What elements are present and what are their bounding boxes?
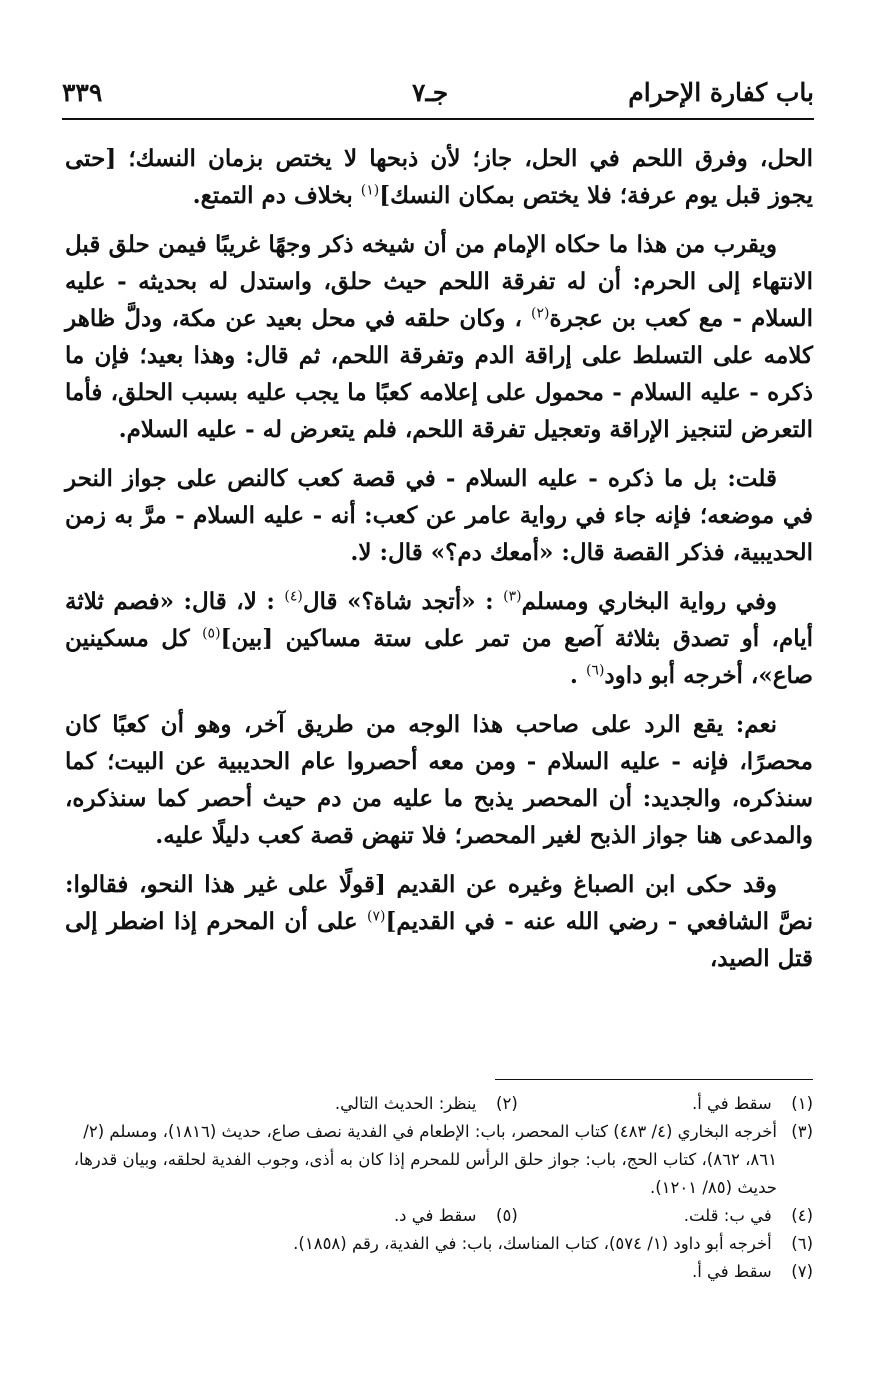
footnote-text: سقط في أ. [691,1094,772,1113]
footnote-number: (٣) [791,1122,813,1141]
text-segment: : لا، قال: «فصم ثلاثة أيام، أو تصدق بثلاثة آصع من تمر على ستة مساكين [بين] [65,588,813,652]
paragraph-body [65,866,813,977]
footnote-number: (٥) [496,1206,518,1225]
footnote-text: سقط في أ. [691,1262,772,1281]
paragraph-p4 [65,583,813,694]
footnote-row [65,1202,813,1230]
footnote-4 [523,1202,813,1230]
text-segment: وفي رواية البخاري ومسلم [521,588,777,615]
footnote-number: (٢) [496,1094,518,1113]
text-segment: نعم: يقع الرد على صاحب هذا الوجه من طريق آخر، وهو أن كعبًا كان محصرًا، فإنه - عليه السلام - ومن معه أحصروا عام الحديبية عن البيت؛ كما سنذكره، والجديد: أن المحصر يذبح ما عليه من دم حيث أحصر كما سنذكره، والمدعى هنا جواز الذبح لغير المحصر؛ فلا تنهض قصة كعب دليلًا عليه. [65,711,813,849]
paragraph-body [65,460,813,571]
footnote-5 [228,1202,518,1230]
text-segment: : «أتجد شاة؟» قال [302,588,504,615]
footnote-2 [228,1090,518,1118]
footnote-marker: (٥) [202,625,221,642]
text-segment: كل مسكينين صاع»، أخرجه أبو داود [65,625,813,689]
footnote-number: (٦) [791,1234,813,1253]
footnote-text: أخرجه البخاري (٤/ ٤٨٣) كتاب المحصر، باب: الإطعام في الفدية نصف صاع، حديث (١٨١٦)، ومسلم (٢/ ٨٦١، ٨٦٢)، كتاب الحج، باب: جواز حلق الرأس للمحرم إذا كان به أذى، وجوب الفدية لحلقه، وبيان قدرها، حديث (٨٥/ ١٢٠١). [73,1122,777,1197]
footnote-marker: (١) [360,182,380,199]
page-number: ٣٣٩ [62,78,103,107]
text-segment: بخلاف دم التمتع. [192,182,361,209]
footnote-number: (٤) [791,1206,813,1225]
paragraph-p5 [65,706,813,854]
paragraph-body [65,140,813,214]
footnote-marker: (٤) [284,588,303,605]
footnote-marker: (٣) [503,588,522,605]
text-segment: وقد حكى ابن الصباغ وغيره عن القديم [قولًا على غير هذا النحو، فقالوا: نصَّ الشافعي - رضي الله عنه - في القديم] [65,871,813,935]
text-segment: على أن المحرم إذا اضطر إلى قتل الصيد، [65,908,813,972]
paragraph-p2 [65,226,813,448]
footnote-7 [65,1258,813,1286]
footnote-row [65,1090,813,1118]
paragraph-p1 [65,140,813,214]
paragraph-body [65,226,813,448]
text-segment: . [569,662,586,689]
paragraph-body [65,583,813,694]
footnote-6 [65,1230,813,1258]
paragraph-body [65,706,813,854]
footnote-text: ينظر: الحديث التالي. [334,1094,477,1113]
footnote-3 [65,1118,813,1202]
chapter-title: باب كفارة الإحرام [628,78,814,107]
text-segment: قلت: بل ما ذكره - عليه السلام - في قصة كعب كالنص على جواز النحر في موضعه؛ فإنه جاء في رواية عامر عن كعب: أنه - عليه السلام - مرَّ به زمن الحديبية، فذكر القصة قال: «أمعك دم؟» قال: لا. [65,465,813,566]
footnote-text: في ب: قلت. [683,1206,772,1225]
footnote-marker: (٦) [585,662,605,679]
text-segment: ، وكان حلقه في محل بعيد عن مكة، ودلَّ ظاهر كلامه على التسلط على إراقة الدم وتفرقة اللحم، ثم قال: وهذا بعيد؛ فإن ما ذكره - عليه السلام - محمول على إعلامه كعبًا ما يجب عليه بسبب الحلق، فأما التعرض لتنجيز الإراقة وتعجيل تفرقة اللحم، فلم يتعرض له - عليه السلام. [65,305,813,443]
footnote-number: (١) [791,1094,813,1113]
text-segment: الحل، وفرق اللحم في الحل، جاز؛ لأن ذبحها لا يختص بزمان النسك؛ [حتى يجوز قبل يوم عرفة؛ فلا يختص بمكان النسك] [65,145,813,209]
paragraph-p6 [65,866,813,977]
text-segment: ويقرب من هذا ما حكاه الإمام من أن شيخه ذكر وجهًا غريبًا فيمن حلق قبل الانتهاء إلى الحرم: أن له تفرقة اللحم حيث حلق، واستدل له بحديثه - عليه السلام - مع كعب بن عجرة [65,231,814,332]
header-divider [62,118,814,120]
volume-label: جـ٧ [412,78,449,107]
page-header [62,78,814,118]
footnote-number: (٧) [791,1262,813,1281]
main-text [65,140,813,989]
footnote-text: أخرجه أبو داود (١/ ٥٧٤)، كتاب المناسك، باب: في الفدية، رقم (١٨٥٨). [293,1234,772,1253]
footnote-1 [523,1090,813,1118]
footnote-marker: (٢) [531,305,550,322]
footnote-marker: (٧) [367,908,386,925]
footnote-text: سقط في د. [393,1206,477,1225]
footnotes [65,1090,813,1286]
footnote-divider [495,1079,813,1080]
paragraph-p3 [65,460,813,571]
